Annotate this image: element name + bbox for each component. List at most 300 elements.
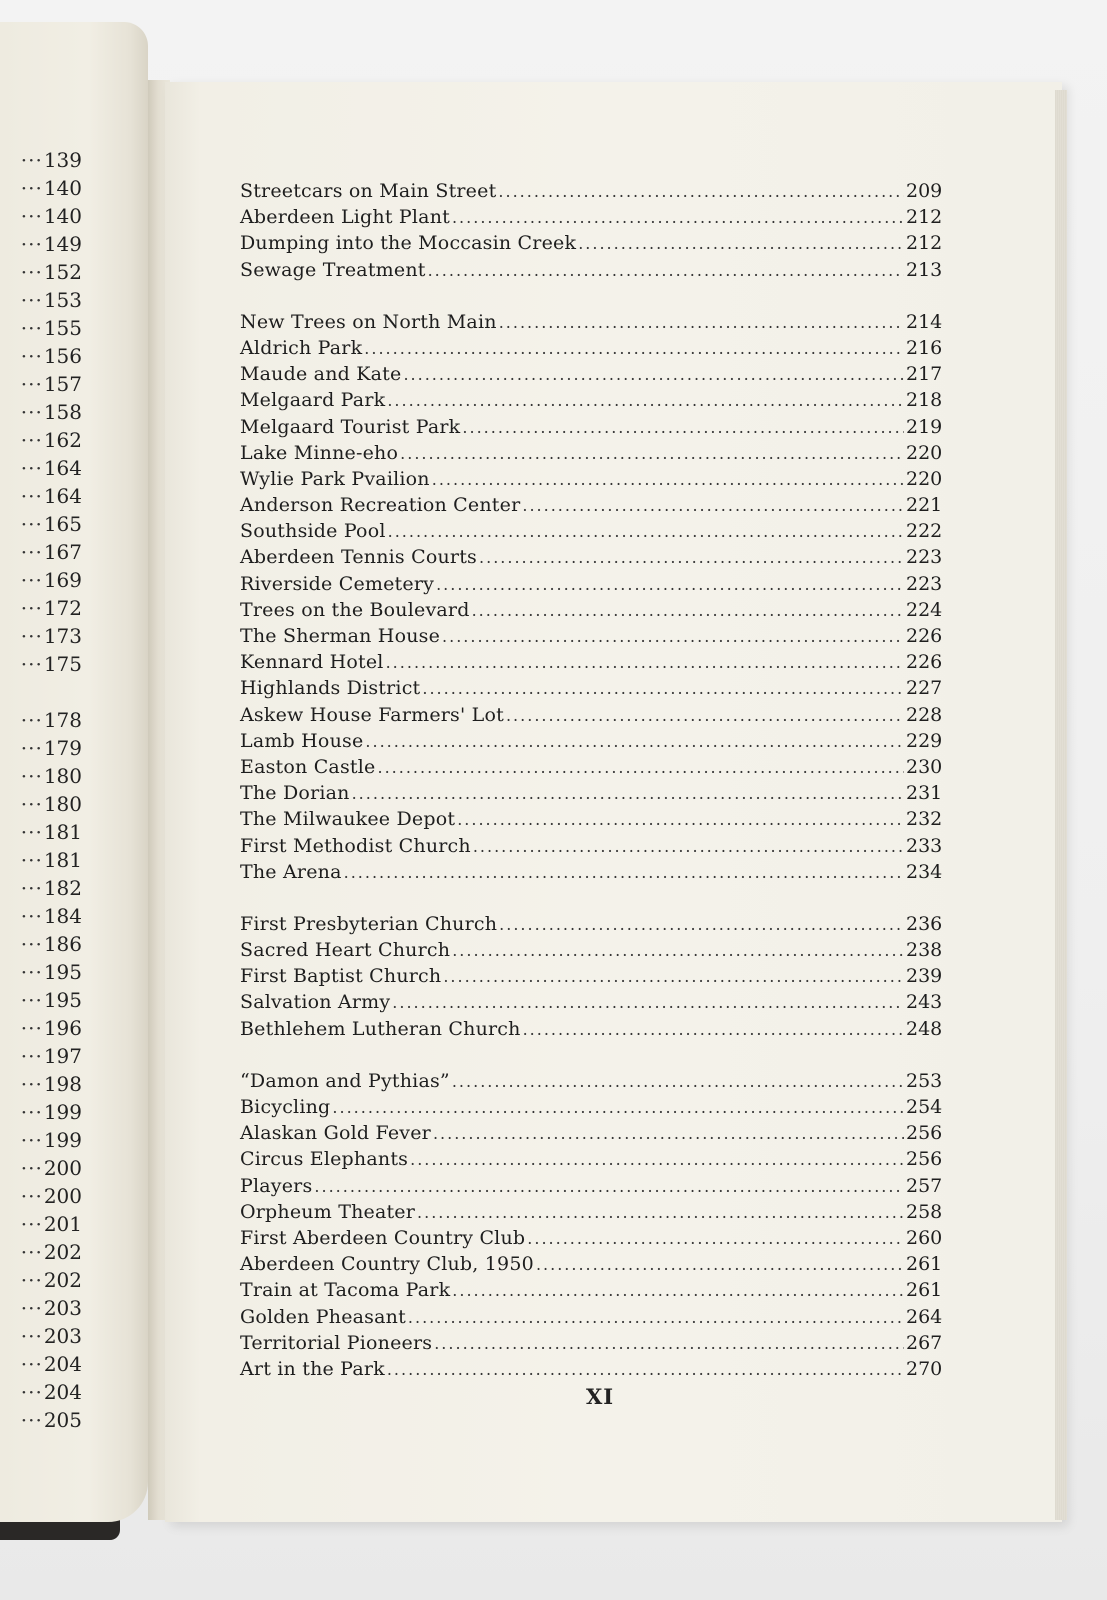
contents-entry bbox=[240, 1251, 943, 1277]
entry-page-number: 248 bbox=[906, 1017, 943, 1040]
page-number: 197 bbox=[43, 1044, 82, 1068]
dot-leader: ··· bbox=[20, 1240, 43, 1264]
dot-leader bbox=[400, 441, 904, 467]
page-number: 203 bbox=[43, 1324, 82, 1348]
left-page-entry bbox=[0, 734, 82, 762]
entry-title: Bethlehem Lutheran Church bbox=[240, 1017, 521, 1040]
left-page-entry bbox=[0, 930, 82, 958]
left-page-entry bbox=[0, 1154, 82, 1182]
contents-entry bbox=[240, 440, 943, 466]
dot-leader bbox=[377, 755, 904, 781]
left-page-entry bbox=[0, 818, 82, 846]
dot-leader: ··· bbox=[20, 288, 43, 312]
dot-leader: ··· bbox=[20, 540, 43, 564]
page-number: 156 bbox=[43, 344, 82, 368]
dot-leader bbox=[457, 807, 904, 833]
dot-leader bbox=[388, 519, 904, 545]
entry-title: Highlands District bbox=[240, 677, 421, 700]
contents-entry bbox=[240, 675, 943, 701]
page-number: 153 bbox=[43, 288, 82, 312]
page-number: 184 bbox=[43, 904, 82, 928]
left-page-entry bbox=[0, 370, 82, 398]
left-page-entry bbox=[0, 230, 82, 258]
entry-page-number: 229 bbox=[906, 729, 943, 752]
contents-entry bbox=[240, 309, 943, 335]
entry-page-number: 264 bbox=[906, 1305, 943, 1328]
page-number: 165 bbox=[43, 512, 82, 536]
entry-title: First Aberdeen Country Club bbox=[240, 1226, 526, 1249]
entry-title: New Trees on North Main bbox=[240, 310, 497, 333]
dot-leader: ··· bbox=[20, 624, 43, 648]
dot-leader: ··· bbox=[20, 568, 43, 592]
entry-title: First Baptist Church bbox=[240, 965, 442, 988]
left-page-entry bbox=[0, 1014, 82, 1042]
dot-leader bbox=[408, 1305, 904, 1331]
dot-leader: ··· bbox=[20, 400, 43, 424]
dot-leader bbox=[443, 964, 904, 990]
entry-page-number: 226 bbox=[906, 625, 943, 647]
left-page-entry bbox=[0, 510, 82, 538]
dot-leader bbox=[527, 1226, 904, 1252]
left-page-entry bbox=[0, 146, 82, 174]
entry-title: Wylie Park Pvailion bbox=[240, 467, 430, 490]
entry-page-number: 209 bbox=[906, 180, 943, 202]
page-number: 200 bbox=[43, 1184, 82, 1208]
dot-leader bbox=[433, 1121, 904, 1147]
dot-leader bbox=[436, 572, 904, 598]
dot-leader bbox=[332, 1095, 904, 1121]
contents-entry bbox=[240, 859, 943, 885]
dot-leader bbox=[442, 624, 904, 650]
contents-entry bbox=[240, 702, 943, 728]
left-page-entry bbox=[0, 482, 82, 510]
page-number: 203 bbox=[43, 1296, 82, 1320]
contents-entry bbox=[240, 1016, 943, 1042]
entry-title: Anderson Recreation Center bbox=[240, 494, 521, 517]
dot-leader: ··· bbox=[20, 736, 43, 760]
entry-title: Easton Castle bbox=[240, 755, 376, 778]
dot-leader: ··· bbox=[20, 148, 43, 172]
left-page-entry bbox=[0, 1182, 82, 1210]
contents-entry bbox=[240, 649, 943, 675]
dot-leader bbox=[314, 1174, 904, 1200]
left-page-entry bbox=[0, 958, 82, 986]
left-page-entry bbox=[0, 1294, 82, 1322]
entry-page-number: 234 bbox=[906, 860, 943, 883]
page-number: 204 bbox=[43, 1380, 82, 1404]
contents-entry bbox=[240, 361, 943, 387]
contents-entry bbox=[240, 1068, 943, 1094]
dot-leader bbox=[410, 1147, 904, 1173]
dot-leader: ··· bbox=[20, 512, 43, 536]
page-edges bbox=[1055, 90, 1067, 1520]
dot-leader bbox=[479, 545, 904, 571]
dot-leader: ··· bbox=[20, 1352, 43, 1376]
page-number: 178 bbox=[43, 708, 82, 732]
left-page-entry bbox=[0, 1378, 82, 1406]
left-page-entry bbox=[0, 398, 82, 426]
dot-leader: ··· bbox=[20, 1156, 43, 1180]
dot-leader bbox=[417, 1200, 904, 1226]
entry-title: Players bbox=[240, 1174, 313, 1197]
contents-group bbox=[240, 911, 943, 1042]
page-number: 199 bbox=[43, 1128, 82, 1152]
left-page-entry bbox=[0, 594, 82, 622]
dot-leader: ··· bbox=[20, 1016, 43, 1040]
left-page-entry bbox=[0, 286, 82, 314]
dot-leader: ··· bbox=[20, 316, 43, 340]
contents-entry bbox=[240, 597, 943, 623]
page-number: 158 bbox=[43, 400, 82, 424]
dot-leader bbox=[344, 860, 904, 886]
left-page-entry bbox=[0, 1070, 82, 1098]
left-page-entry bbox=[0, 874, 82, 902]
left-page-entry bbox=[0, 762, 82, 790]
page-number: 140 bbox=[43, 204, 82, 228]
dot-leader: ··· bbox=[20, 848, 43, 872]
page-number: 181 bbox=[43, 848, 82, 872]
page-number: 157 bbox=[43, 372, 82, 396]
contents-entry bbox=[240, 230, 943, 256]
entry-page-number: 227 bbox=[906, 677, 943, 700]
entry-title: Askew House Farmers' Lot bbox=[240, 703, 504, 726]
entry-title: Lamb House bbox=[240, 729, 364, 752]
entry-page-number: 232 bbox=[906, 808, 943, 831]
contents-entry bbox=[240, 806, 943, 832]
left-page-entry bbox=[0, 538, 82, 566]
contents-entry bbox=[240, 833, 943, 859]
dot-leader: ··· bbox=[20, 652, 43, 676]
contents-entry bbox=[240, 963, 943, 989]
contents-entry bbox=[240, 989, 943, 1015]
left-page-entry bbox=[0, 1098, 82, 1126]
dot-leader: ··· bbox=[20, 904, 43, 928]
page-number: 186 bbox=[43, 932, 82, 956]
dot-leader: ··· bbox=[20, 1128, 43, 1152]
contents-entry bbox=[240, 492, 943, 518]
page-number: 175 bbox=[43, 652, 82, 676]
entry-page-number: 267 bbox=[906, 1331, 943, 1354]
contents-entry bbox=[240, 1330, 943, 1356]
page-number: 162 bbox=[43, 428, 82, 452]
entry-page-number: 219 bbox=[906, 415, 943, 438]
entry-page-number: 253 bbox=[906, 1069, 943, 1092]
left-page-entry bbox=[0, 566, 82, 594]
contents-entry bbox=[240, 1225, 943, 1251]
dot-leader bbox=[403, 362, 904, 388]
contents-entry bbox=[240, 1277, 943, 1303]
left-page-entry bbox=[0, 1266, 82, 1294]
entry-page-number: 213 bbox=[906, 258, 943, 281]
contents-entry bbox=[240, 937, 943, 963]
dot-leader: ··· bbox=[20, 820, 43, 844]
entry-page-number: 212 bbox=[906, 206, 943, 229]
dot-leader: ··· bbox=[20, 1212, 43, 1236]
entry-page-number: 254 bbox=[906, 1096, 943, 1118]
dot-leader: ··· bbox=[20, 204, 43, 228]
page-number: 140 bbox=[43, 176, 82, 200]
entry-page-number: 220 bbox=[906, 467, 943, 490]
left-page-entry bbox=[0, 622, 82, 650]
dot-leader bbox=[499, 310, 904, 336]
left-page-gap bbox=[0, 678, 82, 706]
page-number: 139 bbox=[43, 148, 82, 172]
entry-title: Aldrich Park bbox=[240, 336, 363, 359]
dot-leader: ··· bbox=[20, 1184, 43, 1208]
page-number: 205 bbox=[43, 1408, 82, 1432]
contents-entry bbox=[240, 518, 943, 544]
left-page-entry bbox=[0, 342, 82, 370]
page-number: 169 bbox=[43, 568, 82, 592]
dot-leader bbox=[506, 703, 904, 729]
contents-entry bbox=[240, 1356, 943, 1382]
dot-leader bbox=[522, 493, 904, 519]
entry-page-number: 243 bbox=[906, 991, 943, 1014]
dot-leader: ··· bbox=[20, 932, 43, 956]
dot-leader: ··· bbox=[20, 260, 43, 284]
dot-leader bbox=[428, 258, 904, 284]
page-number: 182 bbox=[43, 876, 82, 900]
entry-page-number: 239 bbox=[906, 965, 943, 988]
entry-page-number: 223 bbox=[906, 572, 943, 595]
entry-title: Alaskan Gold Fever bbox=[240, 1122, 431, 1145]
contents-entry bbox=[240, 728, 943, 754]
entry-title: Melgaard Tourist Park bbox=[240, 415, 461, 438]
contents-entry bbox=[240, 257, 943, 283]
entry-page-number: 222 bbox=[906, 520, 943, 543]
entry-title: Riverside Cemetery bbox=[240, 572, 435, 595]
entry-page-number: 218 bbox=[906, 389, 943, 412]
left-page-entry bbox=[0, 454, 82, 482]
page-number: 196 bbox=[43, 1016, 82, 1040]
contents-entry bbox=[240, 466, 943, 492]
page-number: 152 bbox=[43, 260, 82, 284]
dot-leader: ··· bbox=[20, 1296, 43, 1320]
entry-page-number: 214 bbox=[906, 310, 943, 333]
dot-leader bbox=[452, 938, 904, 964]
entry-page-number: 256 bbox=[906, 1122, 943, 1145]
contents-entry bbox=[240, 623, 943, 649]
contents-entry bbox=[240, 1199, 943, 1225]
entry-title: First Presbyterian Church bbox=[240, 912, 498, 935]
page-number: 149 bbox=[43, 232, 82, 256]
dot-leader: ··· bbox=[20, 484, 43, 508]
dot-leader bbox=[452, 1278, 904, 1304]
entry-title: Art in the Park bbox=[240, 1357, 385, 1380]
dot-leader: ··· bbox=[20, 1380, 43, 1404]
left-page-entry bbox=[0, 1322, 82, 1350]
entry-page-number: 261 bbox=[906, 1253, 943, 1276]
dot-leader bbox=[352, 781, 904, 807]
page-number: 179 bbox=[43, 736, 82, 760]
entry-page-number: 256 bbox=[906, 1148, 943, 1171]
entry-title: Sacred Heart Church bbox=[240, 939, 451, 962]
entry-page-number: 217 bbox=[906, 363, 943, 386]
entry-page-number: 226 bbox=[906, 651, 943, 674]
contents-entry bbox=[240, 544, 943, 570]
dot-leader: ··· bbox=[20, 764, 43, 788]
dot-leader bbox=[462, 415, 904, 441]
left-page-entry bbox=[0, 1126, 82, 1154]
page-number: 199 bbox=[43, 1100, 82, 1124]
contents-group bbox=[240, 309, 943, 885]
left-page-entry bbox=[0, 706, 82, 734]
entry-page-number: 230 bbox=[906, 755, 943, 778]
entry-page-number: 238 bbox=[906, 939, 943, 962]
page-number: 180 bbox=[43, 764, 82, 788]
entry-title: Territorial Pioneers bbox=[240, 1331, 433, 1354]
dot-leader bbox=[386, 650, 904, 676]
left-page-entry bbox=[0, 902, 82, 930]
contents-entry bbox=[240, 780, 943, 806]
left-page bbox=[0, 22, 148, 1522]
entry-page-number: 228 bbox=[906, 703, 943, 726]
entry-title: Aberdeen Tennis Courts bbox=[240, 546, 478, 569]
page-number: 198 bbox=[43, 1072, 82, 1096]
dot-leader bbox=[498, 179, 904, 205]
entry-title: Train at Tacoma Park bbox=[240, 1279, 451, 1302]
contents-entry bbox=[240, 387, 943, 413]
entry-title: The Sherman House bbox=[240, 625, 441, 647]
dot-leader: ··· bbox=[20, 1100, 43, 1124]
left-page-entry bbox=[0, 846, 82, 874]
contents-entry bbox=[240, 571, 943, 597]
dot-leader bbox=[472, 598, 904, 624]
entry-page-number: 224 bbox=[906, 598, 943, 621]
contents-entry bbox=[240, 1094, 943, 1120]
left-page-entry bbox=[0, 1042, 82, 1070]
contents-entry bbox=[240, 178, 943, 204]
entry-page-number: 231 bbox=[906, 782, 943, 805]
entry-title: Trees on the Boulevard bbox=[240, 598, 470, 621]
left-page-entry bbox=[0, 790, 82, 818]
entry-page-number: 212 bbox=[906, 232, 943, 255]
dot-leader: ··· bbox=[20, 344, 43, 368]
page-number: 202 bbox=[43, 1268, 82, 1292]
left-page-entry bbox=[0, 1350, 82, 1378]
entry-title: Salvation Army bbox=[240, 991, 391, 1014]
entry-title: Southside Pool bbox=[240, 520, 386, 543]
page-number: 201 bbox=[43, 1212, 82, 1236]
dot-leader bbox=[422, 676, 904, 702]
page-number: 195 bbox=[43, 988, 82, 1012]
left-page-entry bbox=[0, 314, 82, 342]
dot-leader: ··· bbox=[20, 988, 43, 1012]
dot-leader bbox=[387, 388, 904, 414]
entry-title: Kennard Hotel bbox=[240, 651, 384, 674]
entry-title: Lake Minne-eho bbox=[240, 441, 399, 464]
contents-entry bbox=[240, 335, 943, 361]
entry-title: Aberdeen Country Club, 1950 bbox=[240, 1253, 534, 1276]
dot-leader bbox=[392, 990, 904, 1016]
page-number: 172 bbox=[43, 596, 82, 620]
dot-leader bbox=[434, 1331, 904, 1357]
dot-leader bbox=[364, 336, 904, 362]
contents-group bbox=[240, 178, 943, 283]
contents-entry bbox=[240, 414, 943, 440]
dot-leader bbox=[523, 1017, 904, 1043]
contents-entry bbox=[240, 754, 943, 780]
entry-page-number: 260 bbox=[906, 1226, 943, 1249]
entry-page-number: 220 bbox=[906, 441, 943, 464]
entry-title: Maude and Kate bbox=[240, 363, 402, 386]
dot-leader bbox=[536, 1252, 904, 1278]
left-page-entry bbox=[0, 174, 82, 202]
entry-page-number: 258 bbox=[906, 1200, 943, 1223]
entry-title: First Methodist Church bbox=[240, 834, 471, 857]
page-number: 167 bbox=[43, 540, 82, 564]
left-page-entry bbox=[0, 986, 82, 1014]
entry-title: Sewage Treatment bbox=[240, 258, 426, 281]
contents-group bbox=[240, 1068, 943, 1382]
dot-leader: ··· bbox=[20, 708, 43, 732]
dot-leader bbox=[452, 1069, 904, 1095]
contents-entry bbox=[240, 1146, 943, 1172]
page-number: 181 bbox=[43, 820, 82, 844]
left-page-entry bbox=[0, 1406, 82, 1434]
dot-leader: ··· bbox=[20, 372, 43, 396]
dot-leader: ··· bbox=[20, 428, 43, 452]
entry-page-number: 257 bbox=[906, 1174, 943, 1197]
left-page-entry bbox=[0, 1210, 82, 1238]
dot-leader: ··· bbox=[20, 960, 43, 984]
entry-page-number: 236 bbox=[906, 912, 943, 935]
entry-page-number: 233 bbox=[906, 834, 943, 857]
contents-entry bbox=[240, 911, 943, 937]
dot-leader bbox=[473, 834, 904, 860]
entry-title: “Damon and Pythias” bbox=[240, 1069, 450, 1092]
entry-page-number: 223 bbox=[906, 546, 943, 569]
entry-title: The Dorian bbox=[240, 782, 350, 805]
dot-leader: ··· bbox=[20, 596, 43, 620]
dot-leader: ··· bbox=[20, 456, 43, 480]
dot-leader bbox=[578, 231, 904, 257]
page-number: 180 bbox=[43, 792, 82, 816]
entry-page-number: 261 bbox=[906, 1279, 943, 1302]
dot-leader: ··· bbox=[20, 232, 43, 256]
entry-title: Orpheum Theater bbox=[240, 1200, 416, 1223]
dot-leader: ··· bbox=[20, 1072, 43, 1096]
contents-entry bbox=[240, 1304, 943, 1330]
entry-title: Aberdeen Light Plant bbox=[240, 206, 450, 229]
left-page-entry bbox=[0, 258, 82, 286]
page-number: 164 bbox=[43, 484, 82, 508]
left-page-entry bbox=[0, 202, 82, 230]
page-number: 195 bbox=[43, 960, 82, 984]
entry-title: Golden Pheasant bbox=[240, 1305, 406, 1328]
page-number: 164 bbox=[43, 456, 82, 480]
dot-leader: ··· bbox=[20, 1044, 43, 1068]
entry-page-number: 270 bbox=[906, 1357, 943, 1380]
entry-title: Melgaard Park bbox=[240, 389, 386, 412]
dot-leader: ··· bbox=[20, 1324, 43, 1348]
dot-leader bbox=[365, 729, 904, 755]
left-page-entry bbox=[0, 426, 82, 454]
dot-leader: ··· bbox=[20, 176, 43, 200]
page-number: 204 bbox=[43, 1352, 82, 1376]
left-page-list bbox=[0, 146, 82, 1434]
entry-title: Bicycling bbox=[240, 1096, 331, 1118]
dot-leader: ··· bbox=[20, 876, 43, 900]
entry-title: Circus Elephants bbox=[240, 1148, 409, 1171]
left-page-entry bbox=[0, 650, 82, 678]
dot-leader: ··· bbox=[20, 1408, 43, 1432]
dot-leader: ··· bbox=[20, 792, 43, 816]
dot-leader bbox=[387, 1357, 904, 1383]
dot-leader: ··· bbox=[20, 1268, 43, 1292]
dot-leader bbox=[452, 205, 904, 231]
page-folio: XI bbox=[585, 1384, 615, 1409]
